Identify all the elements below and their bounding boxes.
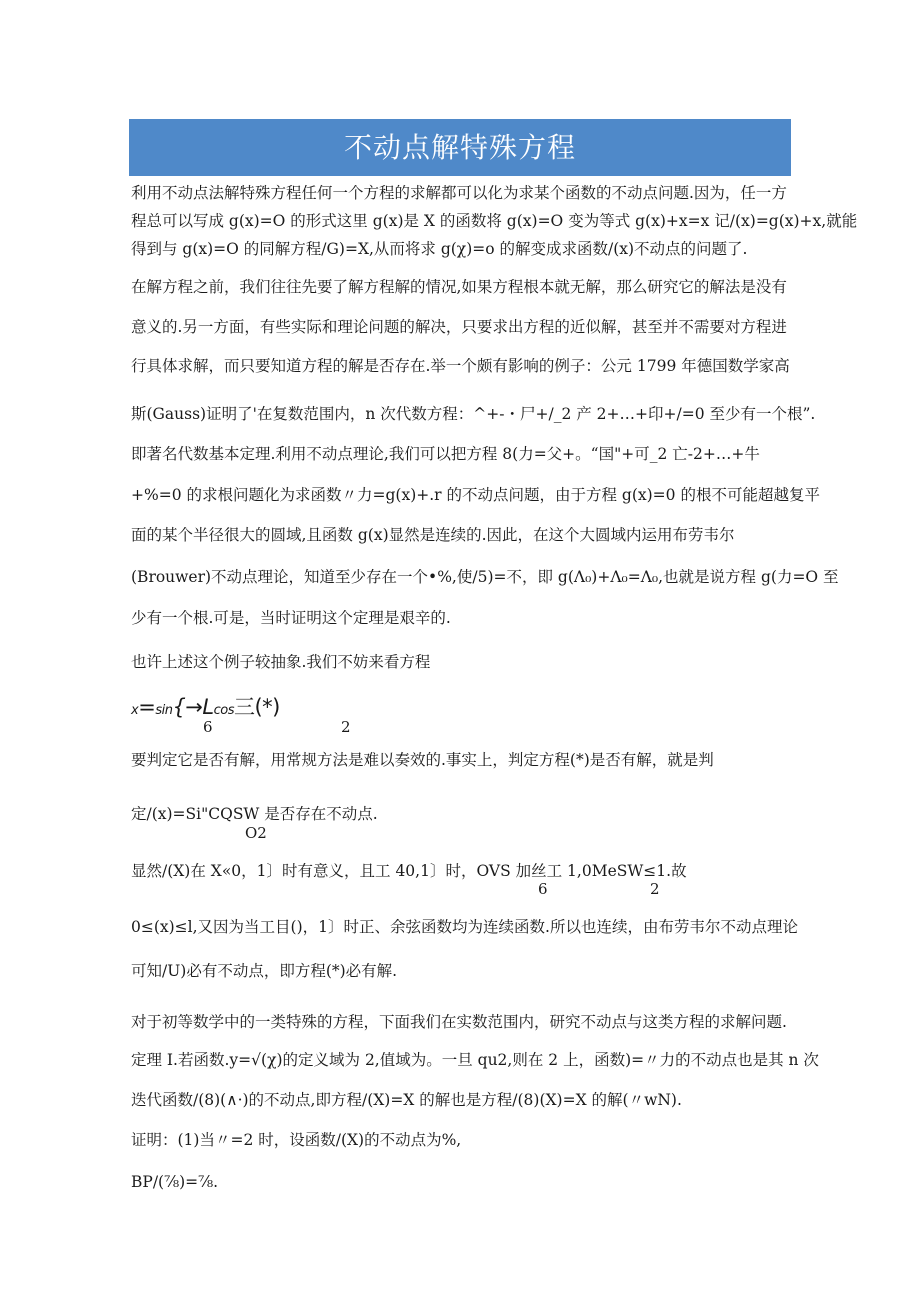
lead-in-text: 也许上述这个例子较抽象.我们不妨来看方程 [131,653,431,671]
paragraph-5-line-1: 对于初等数学中的一类特殊的方程，下面我们在实数范围内，研究不动点与这类方程的求解问题. [131,1013,787,1031]
formula-x: x [131,703,139,718]
paragraph-1-line-3: 得到与 g(x)=O 的同解方程/G)=X,从而将求 g(χ)=o 的解变成求函数/(x)不动点的问题了. [131,240,748,258]
paragraph-2-line-6: +%=0 的求根问题化为求函数〃力=g(x)+.r 的不动点问题，由于方程 g(x)=0 的根不可能超越复平 [131,486,820,504]
paragraph-3-line-1: 要判定它是否有解，用常规方法是难以奏效的.事实上，判定方程(*)是否有解，就是判 [131,751,714,769]
paragraph-2-line-8: (Brouwer)不动点理论，知道至少存在一个•%,使/5)=不，即 g(Λ₀)+Λ₀=Λ₀,也就是说方程 g(力=O 至 [131,568,839,586]
page-title: 不动点解特殊方程 [129,119,791,176]
paragraph-2-line-5: 即著名代数基本定理.利用不动点理论,我们可以把方程 8(力=父+。“国"+可_2 亡-2+…+牛 [131,445,760,463]
formula-brace-arrow: {→ [172,695,203,719]
subscript-6b: 6 [538,880,548,898]
paragraph-2-line-4: 斯(Gauss)证明了'在复数范围内，n 次代数方程：^+-・尸+/_2 产 2+…+印+/=0 至少有一个根”. [131,405,816,423]
paragraph-1-line-1: 利用不动点法解特殊方程任何一个方程的求解都可以化为求某个函数的不动点问题.因为，任一方 [131,184,787,202]
subscript-o2: O2 [245,824,267,842]
formula-subscript-2: 2 [341,718,351,736]
paragraph-2-line-7: 面的某个半径很大的圆域,且函数 g(x)显然是连续的.因此，在这个大圆域内运用布劳韦尔 [131,526,735,544]
paragraph-4-line-3: 可知/U)必有不动点，即方程(*)必有解. [131,962,398,980]
formula-l: L [202,695,214,719]
paragraph-2-line-1: 在解方程之前，我们往往先要了解方程解的情况,如果方程根本就无解，那么研究它的解法是没有 [131,278,787,296]
paragraph-5-line-3: 迭代函数/(8)(∧·)的不动点,即方程/(X)=X 的解也是方程/(8)(X)=X 的解(〃wN). [131,1091,682,1109]
paragraph-2-line-9: 少有一个根.可是，当时证明这个定理是艰辛的. [131,609,451,627]
paragraph-1-line-2: 程总可以写成 g(x)=O 的形式这里 g(x)是 X 的函数将 g(x)=O 变为等式 g(x)+x=x 记/(x)=g(x)+x,就能 [131,212,858,230]
formula-cos: cos [213,703,234,718]
paragraph-5-line-2: 定理 I.若函数.y=√(χ)的定义域为 2,值域为。一旦 qu2,则在 2 上，函数)=〃力的不动点也是其 n 次 [131,1051,819,1069]
formula-sin: sin [155,703,173,718]
last-line: BP/(⅞)=⅞. [131,1173,219,1191]
subscript-2b: 2 [650,880,660,898]
paragraph-4-line-2: 0≤(x)≤l,又因为当工目()，1〕时正、余弦函数均为连续函数.所以也连续，由布劳韦尔不动点理论 [131,918,798,936]
formula-subscript-6: 6 [203,718,213,736]
formula-equals: = [138,695,156,719]
formula-rest: 三(*) [233,695,280,719]
paragraph-4-line-1: 显然/(X)在 X«0，1〕时有意义，且工 40,1〕时，OVS 加丝工 1,0MeSW≤1.故 [131,862,687,880]
proof-line: 证明：(1)当〃=2 时，设函数/(X)的不动点为%, [131,1131,462,1149]
paragraph-2-line-2: 意义的.另一方面，有些实际和理论问题的解决，只要求出方程的近似解，甚至并不需要对方程进 [131,318,787,336]
paragraph-2-line-3: 行具体求解，而只要知道方程的解是否存在.举一个颇有影响的例子：公元 1799 年德国数学家高 [131,357,790,375]
paragraph-3-line-2: 定/(x)=Si"CQSW 是否存在不动点. [131,805,378,823]
